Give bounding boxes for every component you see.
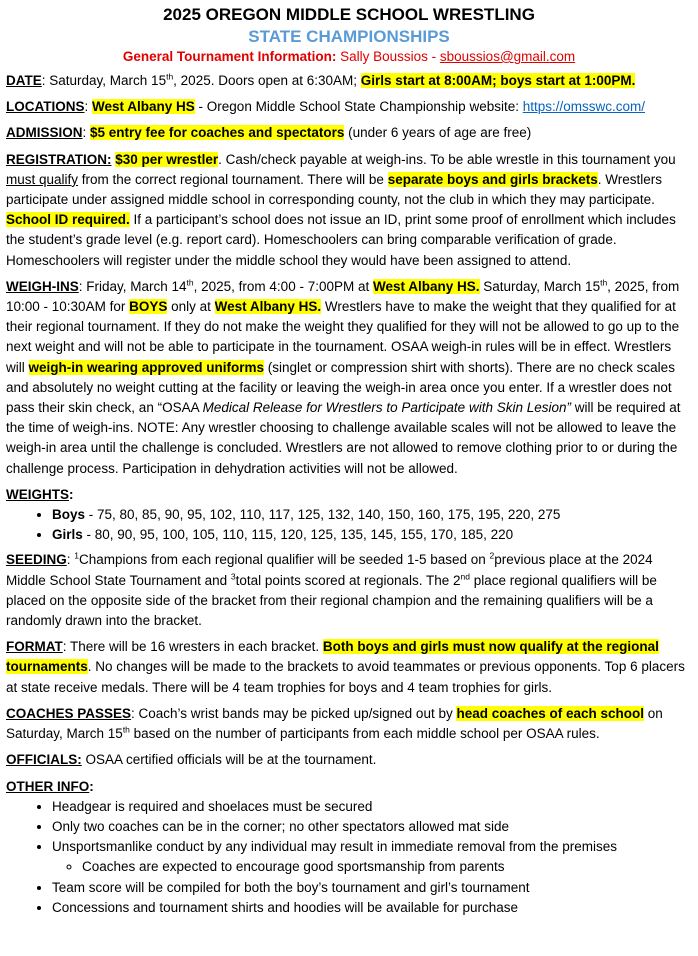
weights-section: WEIGHTS: • Boys - 75, 80, 85, 90, 95, 102, 110, 117, 125, 132, 140, 150, 160, 175, 195, 220, 275 • Girls - 80, 90, 95, 100, 105, 110, 115, 120, 125, 135, 145, 155, 170, 185, 220 bbox=[6, 485, 692, 546]
admission-fee: $5 entry fee for coaches and spectators bbox=[90, 125, 345, 141]
contact-name: Sally Boussios - bbox=[340, 49, 437, 64]
coaches-section: COACHES PASSES: Coach’s wrist bands may be picked up/signed out by head coaches of each school on Saturday, March 15th based on the number of participants from each middle school per OSAA rules. bbox=[6, 705, 663, 742]
admission-section: ADMISSION: $5 entry fee for coaches and spectators (under 6 years of age are free) bbox=[6, 125, 532, 141]
list-item: • Team score will be compiled for both the boy’s tournament and girl’s tournament bbox=[52, 878, 692, 898]
seeding-section: SEEDING: $^1$Champions from each regional qualifier will be seeded 1-5 based on $^2$previous place at the 2024 Middle School State Tournament and $^3$total points scored at regionals. The 2nd place regional qualifiers will be placed on the opposite side of the bracket from their regional champion and the remaining qualifiers will be a randomly drawn into the bracket. bbox=[6, 550, 657, 629]
coaches-label: COACHES PASSES bbox=[6, 705, 132, 721]
start-times: Girls start at 8:00AM; boys start at 1:00PM. bbox=[360, 73, 636, 88]
document-title: 2025 OREGON MIDDLE SCHOOL WRESTLING bbox=[163, 5, 535, 24]
date-label: DATE bbox=[6, 73, 42, 88]
weights-label: WEIGHTS bbox=[6, 486, 69, 502]
contact-line bbox=[6, 48, 692, 66]
list-item: • Unsportsmanlike conduct by any individual may result in immediate removal from the premises ◦ Coaches are expected to encourage good sportsmanship from parents bbox=[52, 837, 692, 877]
admission-label: ADMISSION bbox=[6, 125, 83, 141]
contact-label: General Tournament Information: bbox=[122, 49, 337, 64]
other-info-section: OTHER INFO: • Headgear is required and shoelaces must be secured • Only two coaches can be in the corner; no other spectators allowed mat side • Unsportsmanlike conduct by any individual may result in immediate removal from the premises ◦ Coaches are expected to encourage good sportsmanship from parents • Team score will be compiled for both the boy’s tournament and girl’s tournament • Concessions and tournament shirts and hoodies will be available for purchase bbox=[6, 777, 692, 918]
list-item: • Girls - 80, 90, 95, 100, 105, 110, 115, 120, 125, 135, 145, 155, 170, 185, 220 bbox=[52, 525, 692, 545]
registration-section: REGISTRATION: $30 per wrestler. Cash/check payable at weigh-ins. To be able wrestle in this tournament you must qualify from the correct regional tournament. There will be separate boys and girls brackets. Wrestlers participate under assigned middle school in corresponding county, not the club in which they may participate. School ID required. If a participant’s school does not issue an ID, print some proof of enrollment which includes the student’s grade level (e.g. report card). Homeschoolers can bring comparable verification of grade. Homeschoolers will register under the middle school they would have been assigned to attend. bbox=[6, 151, 676, 268]
locations-label: LOCATIONS bbox=[6, 99, 85, 115]
website-link[interactable]: https://omsswc.com/ bbox=[522, 99, 646, 115]
other-info-label: OTHER INFO bbox=[6, 778, 90, 794]
venue: West Albany HS bbox=[92, 99, 195, 115]
contact-email-link[interactable]: sboussios@gmail.com bbox=[439, 49, 576, 64]
weighins-section: WEIGH-INS: Friday, March 14th, 2025, from 4:00 - 7:00PM at West Albany HS. Saturday, March 15th, 2025, from 10:00 - 10:30AM for BOYS only at West Albany HS. Wrestlers have to make the weight that they qualified for at their regional tournament. If they do not make the weight they qualified for they will not be allowed to go up to the next weight and will not be able to participate in the tournament. OSAA weigh-in rules will be in effect. Wrestlers will weigh-in wearing approved uniforms (singlet or compression shirt with shorts). There are no check scales and absolutely no weight cutting at the facility or leaving the weigh-in area once you enter. If a wrestler does not pass their skin check, an “OSAA Medical Release for Wrestlers to Participate with Skin Lesion” will be required at the time of weigh-ins. NOTE: Any wrestler choosing to challenge available scales will not be allowed to leave the weigh-in area until the challenge is concluded. Wrestlers are not allowed to remove clothing prior to or during the challenge process. Participation in dehydration activities will not be allowed. bbox=[6, 277, 681, 476]
school-id-note: School ID required. bbox=[6, 212, 130, 228]
seeding-label: SEEDING bbox=[6, 552, 67, 568]
list-item: • Only two coaches can be in the corner; no other spectators allowed mat side bbox=[52, 817, 692, 837]
list-item: • Boys - 75, 80, 85, 90, 95, 102, 110, 117, 125, 132, 140, 150, 160, 175, 195, 220, 275 bbox=[52, 505, 692, 525]
weighins-label: WEIGH-INS bbox=[6, 278, 79, 294]
format-label: FORMAT bbox=[6, 639, 63, 655]
document-subtitle: STATE CHAMPIONSHIPS bbox=[248, 27, 450, 46]
registration-label: REGISTRATION: bbox=[6, 151, 112, 167]
officials-section: OFFICIALS: OSAA certified officials will be at the tournament. bbox=[6, 752, 377, 768]
registration-fee: $30 per wrestler bbox=[115, 151, 219, 167]
date-section: DATE: Saturday, March 15th, 2025. Doors open at 6:30AM; Girls start at 8:00AM; boys start at 1:00PM. bbox=[6, 71, 636, 88]
format-section: FORMAT: There will be 16 wresters in each bracket. Both boys and girls must now qualify at the regional tournaments. No changes will be made to the brackets to avoid teammates or previous opponents. Top 6 placers at state receive medals. There will be 4 team trophies for boys and 4 team trophies for girls. bbox=[6, 639, 685, 695]
locations-section: LOCATIONS: West Albany HS - Oregon Middle School State Championship website: https://omsswc.com/ bbox=[6, 99, 646, 115]
officials-label: OFFICIALS: bbox=[6, 752, 82, 768]
sub-list-item: ◦ Coaches are expected to encourage good sportsmanship from parents bbox=[82, 857, 692, 877]
list-item: • Concessions and tournament shirts and hoodies will be available for purchase bbox=[52, 898, 692, 918]
list-item: • Headgear is required and shoelaces must be secured bbox=[52, 797, 692, 817]
